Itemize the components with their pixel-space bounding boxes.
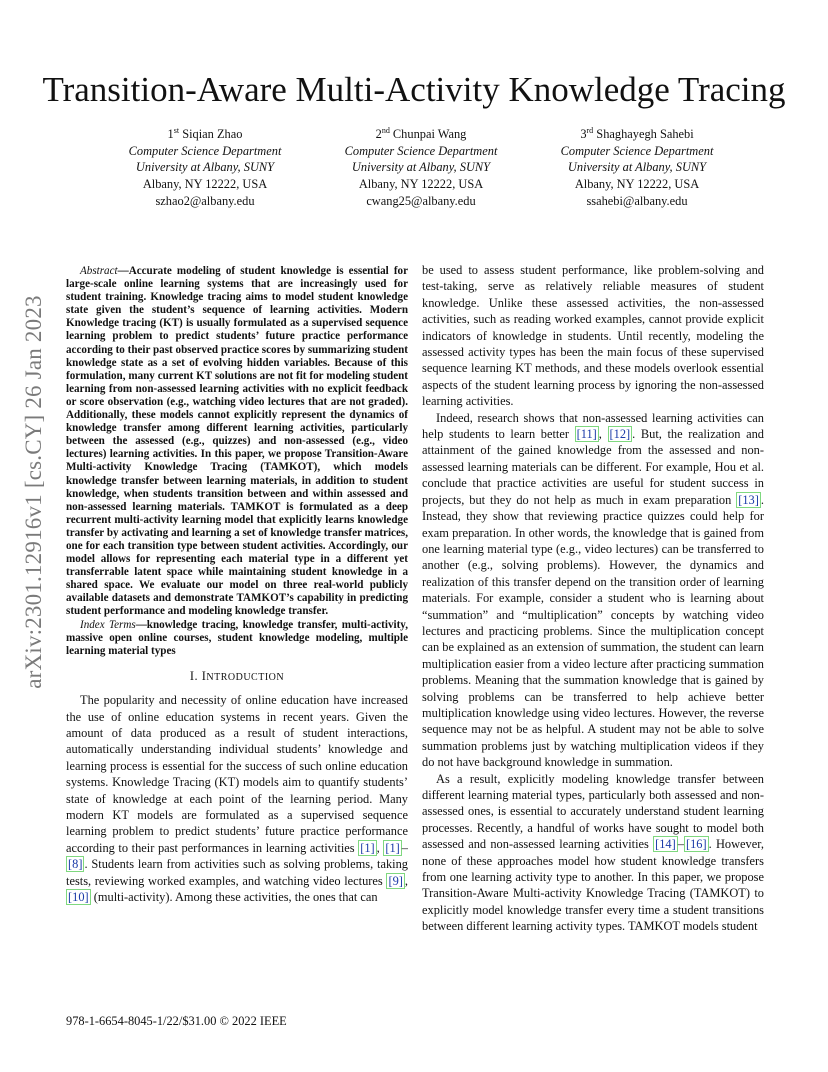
citation-link[interactable]: [14]	[655, 837, 676, 852]
author-name: Shaghayegh Sahebi	[596, 127, 694, 141]
index-terms-lead: Index Terms	[80, 618, 136, 631]
index-terms	[66, 619, 408, 658]
citation-link[interactable]: [8]	[68, 857, 83, 872]
citation-link[interactable]: [10]	[68, 890, 89, 905]
author-city: Albany, NY 12222, USA	[142, 177, 268, 192]
text-run: –	[677, 837, 684, 852]
right-column	[422, 262, 764, 935]
paper-title: Transition-Aware Multi-Activity Knowledge Tracing	[42, 70, 786, 109]
author-ordinal-suffix: nd	[381, 126, 390, 135]
section-title-rest: NTRODUCTION	[206, 671, 285, 683]
author-univ: University at Albany, SUNY	[567, 160, 707, 175]
author-name: Chunpai Wang	[392, 127, 467, 141]
section-number: I.	[189, 668, 199, 683]
author-2-name-line	[316, 126, 526, 143]
author-3-name-line	[532, 126, 742, 143]
text-run: ,	[404, 873, 408, 888]
author-1	[100, 126, 310, 210]
text-run: –	[401, 840, 408, 855]
text-run: . Instead, they show that reviewing practice quizzes could help for exam preparation. In other words, the knowledge that is gained from one learning material type (e.g., video lectures) can be transferred to another (e.g., solving problems). However, the dynamics and realization of this transfer depend on the transition order of learning materials. For example, consider a student who is learning about “summation” and “multiplication” concepts by watching video lectures and practicing problems. Since the multiplication concept can be explained as an extension of summation, the student can learn multiplication easier from a video lecture after practicing summation problems. Meaning that the summation knowledge that is gained by solving problems can be transferred to help achieve better multiplication knowledge using video lectures. However, the reverse sequence may not be as helpful. A student may not be able to solve summation problems just by watching multiplication videos if they do not have background knowledge in summation.	[422, 492, 765, 770]
text-run: Indeed, research shows that non-assessed learning activities can help students to learn better	[422, 410, 764, 442]
author-city: Albany, NY 12222, USA	[574, 177, 700, 192]
intro-paragraph-1	[66, 692, 408, 905]
abstract-text: —Accurate modeling of student knowledge is essential for large-scale online learning systems that are increasingly used for student training. Knowledge tracing aims to model student knowledge state given the student’s sequence of learning activities. Modern Knowledge tracing (KT) is usually formulated as a supervised sequence learning problem to predict students’ future practice performance according to their past observed practice scores by summarizing student knowledge state as a set of evolving hidden variables. Because of this formulation, many current KT solutions are not fit for modeling student learning from non-assessed learning activities with no explicit feedback or score observation (e.g., watching video lectures that are not graded). Additionally, these models cannot explicitly represent the dynamics of knowledge transfer among different learning activities, particularly between the assessed (e.g., quizzes) and non-assessed (e.g., video lectures) learning activities. In this paper, we propose Transition-Aware Multi-activity Knowledge Tracing (TAMKOT), which models knowledge transfer between learning materials, in addition to student knowledge, when students transition between and within assessed and non-assessed learning materials. TAMKOT is formulated as a deep recurrent multi-activity learning model that explicitly learns knowledge transfer by activating and learning a set of knowledge transfer matrices, one for each transition type between student activities. Accordingly, our model allows for representing each material type in a different yet transferrable latent space while maintaining student knowledge in a shared space. We evaluate our model on three real-world publicly available datasets and demonstrate TAMKOT’s capability in predicting student performance and modeling knowledge transfer.	[66, 265, 408, 618]
text-run: . Students learn from activities such as solving problems, taking tests, reviewing worked examples, and watching video lectures	[66, 857, 408, 888]
section-heading	[66, 668, 408, 686]
right-paragraph-3	[422, 771, 764, 935]
author-ordinal: 2	[375, 127, 382, 141]
author-city: Albany, NY 12222, USA	[358, 177, 484, 192]
author-ordinal: 1	[167, 127, 174, 141]
author-2	[316, 126, 526, 210]
author-3	[532, 126, 742, 210]
author-ordinal: 3	[580, 127, 587, 141]
author-dept: Computer Science Department	[344, 143, 498, 158]
right-paragraph-1: be used to assess student performance, like problem-solving and test-taking, serve as relatively reliable measures of student knowledge. Unlike these assessed activities, the non-assessed activities, such as reading worked examples, cannot provide explicit indicators of knowledge in students. Until recently, modeling the assessed activity types has been the main focus of these supervised sequence learning KT methods, and these models overlook essential aspects of the student learning process by ignoring the non-assessed learning activities.	[422, 263, 764, 409]
text-run: . But, the realization and attainment of the gained knowledge from the assessed and non-assessed learning materials can be different. For example, Hou et al. conclude that practice activities are useful for student success in projects, but they do not help as much in exam preparation	[422, 427, 764, 507]
citation-link[interactable]: [13]	[738, 492, 759, 507]
abstract	[66, 265, 408, 619]
author-ordinal-suffix: rd	[586, 126, 594, 135]
citation-link[interactable]: [12]	[609, 427, 631, 442]
text-run: As a result, explicitly modeling knowledge transfer between different learning material types, particularly both assessed and non-assessed ones, is essential to accurately understand student learning processes. Recently, a handful of works have sought to model both assessed and non-assessed learning activities	[422, 771, 764, 852]
author-email[interactable]: cwang25@albany.edu	[366, 193, 476, 208]
section-initial: I	[201, 668, 207, 683]
author-univ: University at Albany, SUNY	[351, 160, 491, 175]
author-dept: Computer Science Department	[560, 143, 714, 158]
citation-link[interactable]: [1]	[360, 840, 375, 855]
right-paragraph-2	[422, 410, 764, 771]
author-email[interactable]: ssahebi@albany.edu	[586, 193, 688, 208]
author-email[interactable]: szhao2@albany.edu	[155, 193, 255, 208]
text-run: (multi-activity). Among these activities, the ones that can	[90, 890, 378, 905]
author-name: Siqian Zhao	[182, 127, 243, 141]
arxiv-identifier: arXiv:2301.12916v1 [cs.CY] 26 Jan 2023	[21, 295, 46, 689]
citation-link[interactable]: [9]	[388, 873, 403, 888]
text-run: ,	[598, 427, 608, 442]
abstract-lead: Abstract	[80, 265, 118, 277]
citation-link[interactable]: [16]	[685, 837, 707, 852]
index-terms-text: —knowledge tracing, knowledge transfer, multi-activity, massive open online courses, student knowledge modeling, multiple learning material types	[66, 618, 408, 657]
left-column	[66, 265, 408, 906]
citation-link[interactable]: [11]	[576, 427, 597, 442]
author-1-name-line	[100, 126, 310, 143]
citation-link[interactable]: [1]	[385, 840, 400, 855]
text-run: The popularity and necessity of online education have increased the use of online education systems in recent years. Given the amount of data produced as a result of student interactions, automatically understanding individual students’ knowledge and learning process is essential for the success of such online education systems. Knowledge Tracing (KT) models aim to quantify students’ state of knowledge at each point of the learning period. Many modern KT models are formulated as a supervised sequence learning problem to predict students’ future practice performance according to their past performances in learning activities	[66, 693, 408, 855]
author-ordinal-suffix: st	[173, 126, 180, 135]
arxiv-sidebar	[4, 292, 64, 692]
text-run: ,	[376, 840, 384, 855]
author-dept: Computer Science Department	[128, 143, 282, 158]
copyright-footer: 978-1-6654-8045-1/22/$31.00 © 2022 IEEE	[66, 1014, 287, 1028]
text-run: . However, none of these approaches model how student knowledge transfers from one learning activity type to another. In this paper, we propose Transition-Aware Multi-activity Knowledge Tracing (TAMKOT) to explicitly model knowledge transfer every time a student transitions between different learning activity types. TAMKOT models student	[422, 837, 764, 934]
author-univ: University at Albany, SUNY	[135, 160, 275, 175]
